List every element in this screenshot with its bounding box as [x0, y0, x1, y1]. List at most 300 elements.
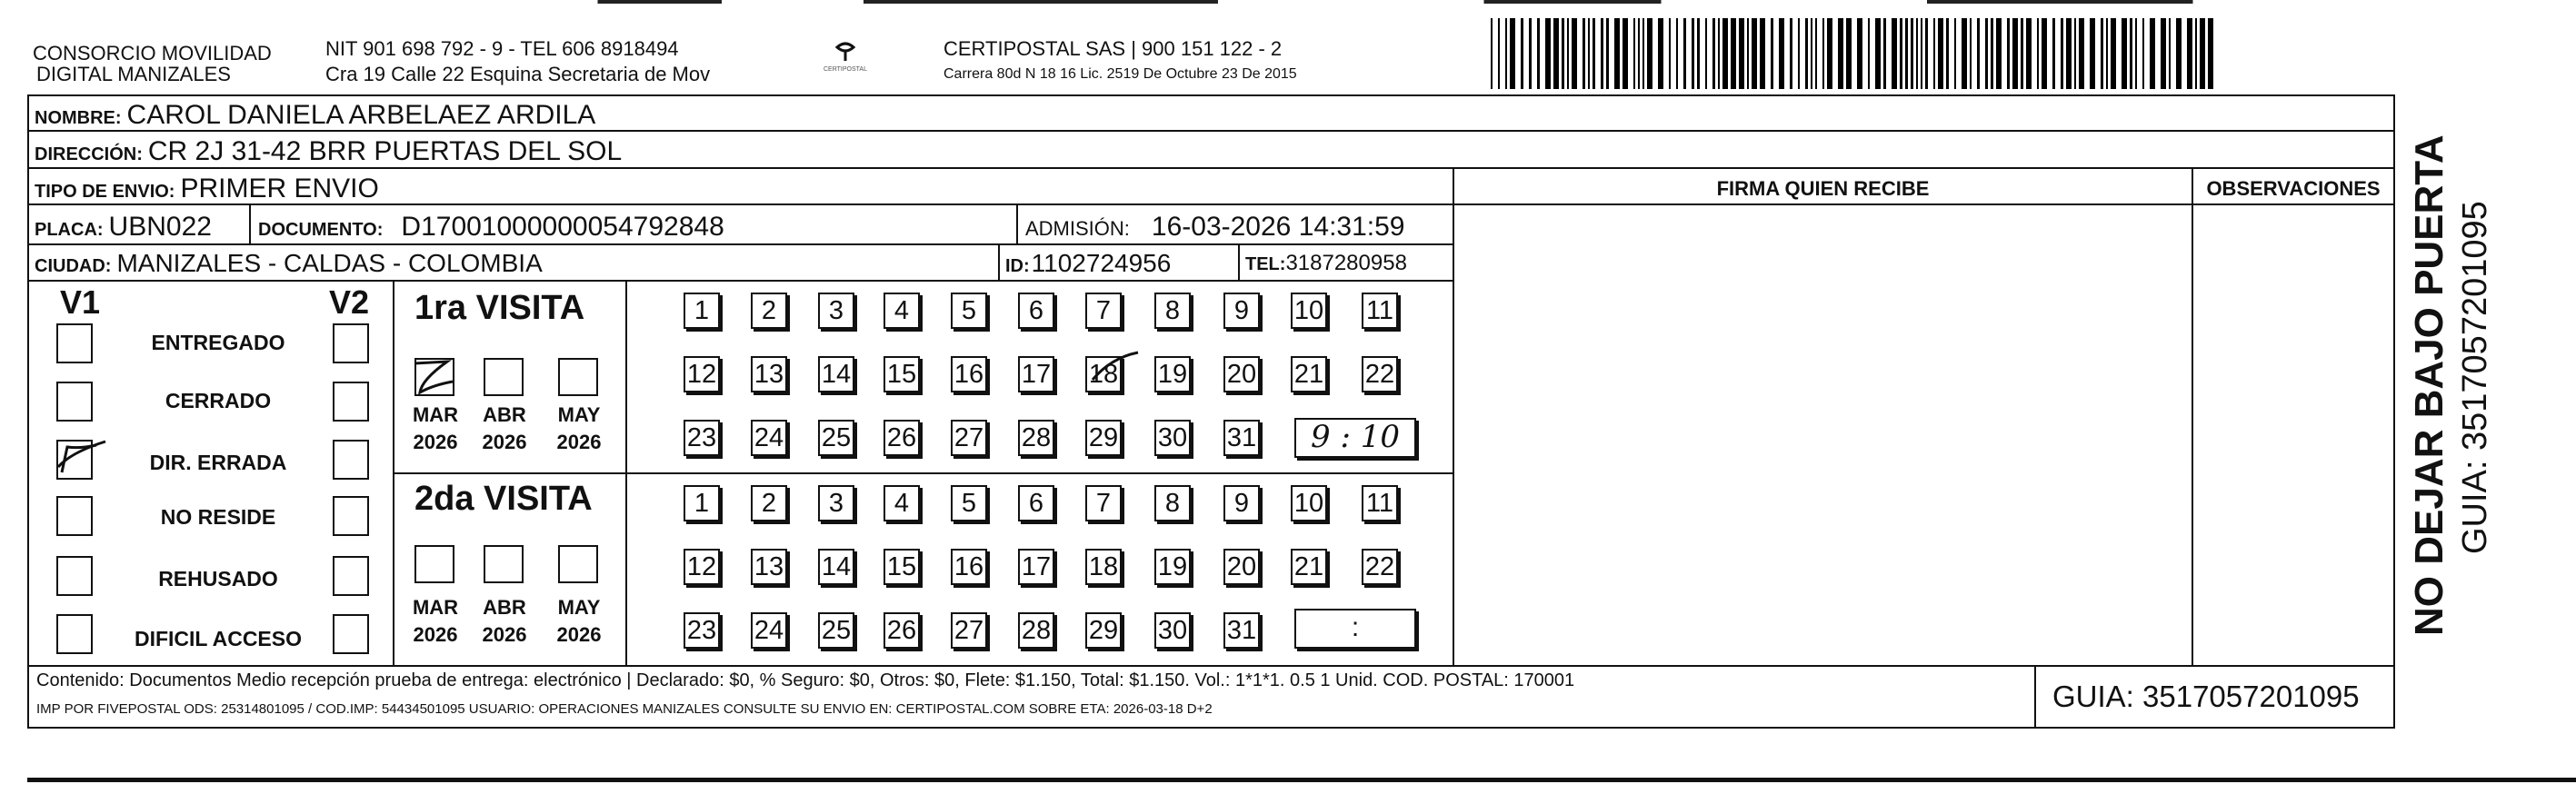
barcode-bar — [1905, 18, 1908, 89]
second-visit-day-19[interactable] — [1154, 549, 1191, 585]
second-visit-day-label: 27 — [954, 615, 984, 645]
second-visit-day-label: 2 — [761, 488, 777, 518]
field-id — [1005, 251, 1171, 276]
barcode-bar — [2074, 18, 2076, 89]
barcode-bar — [1857, 18, 1862, 89]
second-visit-day-label: 14 — [821, 551, 852, 581]
first-visit-day-20[interactable] — [1223, 356, 1260, 392]
company-nit: NIT 901 698 792 - 9 - TEL 606 8918494 — [325, 37, 679, 60]
footer-imp: IMP POR FIVEPOSTAL ODS: 25314801095 / COD.IMP: 54434501095 USUARIO: OPERACIONES MANIZALES CONSULTE SU ENVIO EN: CERTIPOSTAL.COM SOBRE ETA: 2026-03-18 D+2 — [36, 701, 1213, 717]
first-visit-month-mar: MAR — [412, 403, 459, 426]
ciudad-label: CIUDAD: — [35, 256, 112, 276]
first-visit-day-10[interactable] — [1291, 293, 1327, 329]
barcode-bar — [1633, 18, 1635, 89]
first-visit-day-label: 19 — [1157, 359, 1188, 389]
barcode-bar — [1916, 18, 1918, 89]
barcode-bar — [2135, 18, 2137, 89]
nombre-value: CAROL DANIELA ARBELAEZ ARDILA — [126, 100, 596, 130]
second-visit-day-label: 25 — [821, 615, 852, 645]
barcode-bar — [1658, 18, 1663, 89]
first-visit-day-9[interactable] — [1223, 293, 1260, 329]
firma-panel — [1453, 169, 2193, 667]
company-address: Cra 19 Calle 22 Esquina Secretaria de Mov — [325, 63, 711, 85]
second-visit-day-label: 15 — [886, 551, 917, 581]
barcode-bar — [1892, 18, 1897, 89]
first-visit-day-label: 28 — [1021, 422, 1052, 452]
first-visit-day-27[interactable] — [951, 420, 987, 456]
field-ciudad — [35, 251, 543, 276]
barcode-bar — [1938, 18, 1943, 89]
barcode-bar — [1811, 18, 1812, 89]
first-visit-day-11[interactable] — [1362, 293, 1398, 329]
second-visit-day-10[interactable] — [1291, 485, 1327, 521]
barcode-bar — [1606, 18, 1609, 89]
barcode-bar — [2026, 18, 2032, 89]
v1-label: V1 — [60, 283, 101, 321]
second-visit-day-9[interactable] — [1223, 485, 1260, 521]
field-placa — [35, 213, 212, 241]
id-value: 1102724956 — [1031, 249, 1172, 277]
second-visit-day-label: 26 — [886, 615, 917, 645]
barcode-bar — [1705, 18, 1707, 89]
second-visit-day-label: 22 — [1364, 551, 1395, 581]
first-visit-day-label: 8 — [1164, 295, 1181, 325]
first-visit-day-14[interactable] — [818, 356, 854, 392]
company-name-line2: DIGITAL MANIZALES — [36, 63, 231, 85]
v2-checkbox-cerrado[interactable] — [333, 382, 369, 422]
barcode-bar — [1875, 18, 1881, 89]
first-visit-year-mar: 2026 — [413, 431, 458, 453]
barcode-bar — [1505, 18, 1507, 89]
month-block-divider — [625, 282, 627, 667]
first-visit-day-label: 11 — [1365, 295, 1394, 325]
second-visit-day-label: 4 — [894, 488, 910, 518]
observaciones-panel — [2192, 169, 2395, 667]
barcode-bar — [2142, 18, 2144, 89]
first-visit-day-24[interactable] — [751, 420, 787, 456]
barcode-bar — [1601, 18, 1603, 89]
barcode — [1491, 0, 2218, 91]
barcode-bar — [2090, 18, 2095, 89]
second-visit-year-may: 2026 — [556, 623, 602, 646]
barcode-bar — [1921, 18, 1922, 89]
barcode-bar — [1683, 18, 1686, 89]
direccion-value: CR 2J 31-42 BRR PUERTAS DEL SOL — [147, 136, 623, 166]
first-visit-day-label: 24 — [754, 422, 784, 452]
first-visit-day-label: 9 — [1233, 295, 1250, 325]
barcode-bar — [1790, 18, 1792, 89]
v1-checkbox-entregado[interactable] — [56, 323, 93, 363]
barcode-bar — [2195, 18, 2197, 89]
first-visit-mar-box[interactable] — [414, 358, 454, 396]
first-visit-day-15[interactable] — [884, 356, 920, 392]
courier-logo — [809, 40, 882, 85]
second-visit-day-29[interactable] — [1085, 612, 1122, 649]
first-visit-year-abr: 2026 — [482, 431, 527, 453]
barcode-bar — [1529, 18, 1532, 89]
barcode-bar — [2101, 18, 2103, 89]
barcode-bar — [1962, 18, 1967, 89]
second-visit-day-5[interactable] — [951, 485, 987, 521]
barcode-bar — [1760, 18, 1765, 89]
second-visit-year-mar: 2026 — [413, 623, 458, 646]
first-visit-day-18[interactable] — [1085, 356, 1122, 392]
second-visit-day-label: 5 — [961, 488, 977, 518]
first-visit-day-5[interactable] — [951, 293, 987, 329]
second-visit-day-label: 17 — [1021, 551, 1052, 581]
first-visit-month-may: MAY — [557, 403, 601, 426]
footer-contenido: Contenido: Documentos Medio recepción prueba de entrega: electrónico | Declarado: $0, % Seguro: $0, Otros: $0, Flete: $1.150, Total: $1.150. Vol.: 1*1*1. 0.5 1 Unid. COD. POSTAL: 170001 — [36, 670, 1575, 690]
barcode-bar — [1647, 18, 1652, 89]
second-visit-day-label: 13 — [754, 551, 784, 581]
barcode-bar — [1900, 18, 1902, 89]
barcode-bar — [1827, 18, 1832, 89]
barcode-bar — [1970, 18, 1972, 89]
second-visit-day-label: 28 — [1021, 615, 1052, 645]
first-visit-day-label: 13 — [754, 359, 784, 389]
barcode-bar — [1712, 18, 1715, 89]
status-cerrado: CERRADO — [165, 389, 272, 412]
second-visit-day-label: 6 — [1028, 488, 1044, 518]
barcode-bar — [1572, 18, 1577, 89]
barcode-bar — [1739, 18, 1744, 89]
first-visit-day-label: 7 — [1095, 295, 1112, 325]
first-visit-day-28[interactable] — [1018, 420, 1054, 456]
barcode-bar — [2052, 18, 2055, 89]
second-visit-day-label: 11 — [1365, 488, 1394, 518]
barcode-bar — [1545, 18, 1551, 89]
barcode-bar — [1537, 18, 1540, 89]
second-visit-day-label: 20 — [1226, 551, 1257, 581]
barcode-bar — [1883, 18, 1886, 89]
field-documento — [258, 213, 724, 241]
v1-checkbox-no-reside[interactable] — [56, 496, 93, 536]
first-visit-day-26[interactable] — [884, 420, 920, 456]
barcode-bar — [2187, 18, 2192, 89]
second-visit-day-24[interactable] — [751, 612, 787, 649]
barcode-bar — [1779, 18, 1784, 89]
barcode-bar — [1498, 18, 1500, 89]
v2-checkbox-dir-errada[interactable] — [333, 440, 369, 480]
first-visit-day-label: 25 — [821, 422, 852, 452]
first-visit-day-17[interactable] — [1018, 356, 1054, 392]
barcode-bar — [1911, 18, 1913, 89]
barcode-bar — [1798, 18, 1800, 89]
first-visit-day-label: 4 — [894, 295, 910, 325]
second-visit-abr-box[interactable] — [484, 545, 524, 583]
first-visit-day-31[interactable] — [1223, 420, 1260, 456]
admision-value: 16-03-2026 14:31:59 — [1151, 212, 1405, 242]
barcode-bar — [2176, 18, 2182, 89]
status-no-reside: NO RESIDE — [160, 505, 276, 529]
barcode-bar — [2106, 18, 2108, 89]
second-visit-month-may: MAY — [557, 596, 601, 619]
first-visit-may-box[interactable] — [558, 358, 598, 396]
field-nombre — [35, 102, 595, 129]
first-visit-day-label: 1 — [694, 295, 710, 325]
barcode-bar — [2061, 18, 2063, 89]
tel-value: 3187280958 — [1285, 251, 1407, 275]
second-visit-day-label: 23 — [686, 615, 717, 645]
v2-checkbox-no-reside[interactable] — [333, 496, 369, 536]
documento-label: DOCUMENTO: — [258, 220, 384, 240]
first-visit-day-13[interactable] — [751, 356, 787, 392]
barcode-bar — [2012, 18, 2018, 89]
ciudad-value: MANIZALES - CALDAS - COLOMBIA — [116, 249, 543, 277]
first-visit-day-label: 15 — [886, 359, 917, 389]
barcode-bar — [1868, 18, 1870, 89]
barcode-bar — [1638, 18, 1640, 89]
barcode-bar — [2007, 18, 2010, 89]
barcode-bar — [1946, 18, 1949, 89]
first-visit-day-22[interactable] — [1362, 356, 1398, 392]
first-visit-day-label: 3 — [828, 295, 844, 325]
barcode-bar — [1722, 18, 1728, 89]
second-visit-may-box[interactable] — [558, 545, 598, 583]
barcode-bar — [1567, 18, 1569, 89]
first-visit-day-label: 10 — [1293, 295, 1324, 325]
v2-checkbox-rehusado[interactable] — [333, 556, 369, 596]
second-visit-time-value: : — [1351, 612, 1360, 642]
placa-value: UBN022 — [108, 212, 212, 242]
field-tipo — [35, 175, 379, 203]
second-visit-day-label: 12 — [686, 551, 717, 581]
second-visit-year-abr: 2026 — [482, 623, 527, 646]
second-visit-day-15[interactable] — [884, 549, 920, 585]
barcode-bar — [1822, 18, 1824, 89]
barcode-bar — [1838, 18, 1843, 89]
v1-checkbox-dificil-acceso[interactable] — [56, 614, 93, 654]
status-section-divider — [393, 282, 394, 667]
barcode-bar — [2208, 18, 2213, 89]
first-visit-day-1[interactable] — [684, 293, 720, 329]
first-visit-time-box[interactable] — [1294, 418, 1416, 458]
barcode-bar — [2161, 18, 2166, 89]
barcode-bar — [1718, 18, 1720, 89]
second-visit-day-22[interactable] — [1362, 549, 1398, 585]
second-visit-day-label: 29 — [1088, 615, 1119, 645]
status-dificil-acceso: DIFICIL ACCESO — [134, 627, 302, 650]
second-visit-day-23[interactable] — [684, 612, 720, 649]
logo-caption: CERTIPOSTAL — [824, 66, 867, 73]
barcode-bar — [1925, 18, 1928, 89]
first-visit-day-16[interactable] — [951, 356, 987, 392]
second-visit-day-label: 24 — [754, 615, 784, 645]
check-mark-icon — [1089, 349, 1140, 385]
first-visit-day-label: 5 — [961, 295, 977, 325]
barcode-bar — [2042, 18, 2047, 89]
field-admision — [1025, 213, 1404, 241]
barcode-bar — [1752, 18, 1757, 89]
bottom-rule — [27, 778, 2576, 782]
second-visit-month-mar: MAR — [412, 596, 459, 619]
v2-checkbox-dificil-acceso[interactable] — [333, 614, 369, 654]
second-visit-day-7[interactable] — [1085, 485, 1122, 521]
barcode-bar — [1642, 18, 1644, 89]
barcode-bar — [1562, 18, 1564, 89]
cell-divider-ciudad — [998, 245, 1000, 282]
first-visit-day-label: 18 — [1088, 359, 1119, 389]
first-visit-day-label: 14 — [821, 359, 852, 389]
second-visit-day-30[interactable] — [1154, 612, 1191, 649]
first-visit-day-7[interactable] — [1085, 293, 1122, 329]
second-visit-day-label: 19 — [1157, 551, 1188, 581]
status-dir-errada: DIR. ERRADA — [149, 451, 287, 474]
pin-icon — [834, 40, 857, 62]
barcode-bar — [1622, 18, 1628, 89]
field-direccion — [35, 138, 622, 165]
barcode-bar — [2021, 18, 2023, 89]
second-visit-day-2[interactable] — [751, 485, 787, 521]
barcode-bar — [1553, 18, 1559, 89]
first-visit-day-label: 30 — [1157, 422, 1188, 452]
second-visit-day-12[interactable] — [684, 549, 720, 585]
second-visit-day-16[interactable] — [951, 549, 987, 585]
firma-label: FIRMA QUIEN RECIBE — [1716, 177, 1930, 200]
second-visit-day-label: 8 — [1164, 488, 1181, 518]
direccion-label: DIRECCIÓN: — [35, 144, 143, 164]
tel-label: TEL: — [1245, 254, 1286, 274]
first-visit-day-label: 26 — [886, 422, 917, 452]
barcode-bar — [1697, 18, 1700, 89]
documento-value: D17001000000054792848 — [401, 212, 724, 242]
barcode-bar — [1954, 18, 1956, 89]
barcode-bar — [1747, 18, 1749, 89]
barcode-bar — [2111, 18, 2116, 89]
second-visit-day-4[interactable] — [884, 485, 920, 521]
barcode-bar — [1583, 18, 1585, 89]
barcode-bar — [1985, 18, 1988, 89]
first-visit-day-12[interactable] — [684, 356, 720, 392]
v1-checkbox-dir-errada[interactable] — [56, 440, 93, 480]
barcode-bar — [1991, 18, 1993, 89]
second-visit-day-17[interactable] — [1018, 549, 1054, 585]
barcode-bar — [1491, 18, 1493, 89]
first-visit-day-3[interactable] — [818, 293, 854, 329]
first-visit-day-6[interactable] — [1018, 293, 1054, 329]
second-visit-day-27[interactable] — [951, 612, 987, 649]
second-visit-month-abr: ABR — [483, 596, 526, 619]
tipo-value: PRIMER ENVIO — [180, 174, 379, 203]
barcode-bar — [2037, 18, 2039, 89]
observaciones-label: OBSERVACIONES — [2206, 177, 2381, 200]
second-visit-day-1[interactable] — [684, 485, 720, 521]
second-visit-day-13[interactable] — [751, 549, 787, 585]
second-visit-day-18[interactable] — [1085, 549, 1122, 585]
id-label: ID: — [1005, 256, 1030, 276]
v1-checkbox-rehusado[interactable] — [56, 556, 93, 596]
barcode-bar — [1933, 18, 1935, 89]
first-visit-day-label: 27 — [954, 422, 984, 452]
barcode-bar — [1510, 18, 1515, 89]
second-visit-day-label: 9 — [1233, 488, 1250, 518]
first-visit-day-29[interactable] — [1085, 420, 1122, 456]
first-visit-day-label: 31 — [1226, 422, 1257, 452]
second-visit-day-20[interactable] — [1223, 549, 1260, 585]
second-visit-day-14[interactable] — [818, 549, 854, 585]
second-visit-day-21[interactable] — [1291, 549, 1327, 585]
second-visit-day-6[interactable] — [1018, 485, 1054, 521]
barcode-bar — [1771, 18, 1773, 89]
second-visit-day-label: 30 — [1157, 615, 1188, 645]
first-visit-day-30[interactable] — [1154, 420, 1191, 456]
courier-license: Carrera 80d N 18 16 Lic. 2519 De Octubre 23 De 2015 — [944, 66, 1297, 82]
first-visit-month-abr: ABR — [483, 403, 526, 426]
second-visit-day-31[interactable] — [1223, 612, 1260, 649]
status-rehusado: REHUSADO — [158, 567, 278, 591]
second-visit-day-label: 16 — [954, 551, 984, 581]
courier-name: CERTIPOSTAL SAS | 900 151 122 - 2 — [944, 37, 1283, 60]
first-visit-abr-box[interactable] — [484, 358, 524, 396]
v2-checkbox-entregado[interactable] — [333, 323, 369, 363]
v1-checkbox-cerrado[interactable] — [56, 382, 93, 422]
barcode-bar — [1815, 18, 1817, 89]
first-visit-day-19[interactable] — [1154, 356, 1191, 392]
first-visit-day-25[interactable] — [818, 420, 854, 456]
first-visit-day-label: 20 — [1226, 359, 1257, 389]
field-tel — [1245, 253, 1407, 274]
second-visit-day-label: 1 — [694, 488, 710, 518]
first-visit-year-may: 2026 — [556, 431, 602, 453]
side-guia: GUIA: 3517057201095 — [2456, 201, 2494, 554]
second-visit-title: 2da VISITA — [414, 480, 593, 518]
second-visit-time-box[interactable] — [1294, 609, 1416, 649]
first-visit-day-4[interactable] — [884, 293, 920, 329]
second-visit-day-28[interactable] — [1018, 612, 1054, 649]
first-visit-day-label: 2 — [761, 295, 777, 325]
second-visit-day-8[interactable] — [1154, 485, 1191, 521]
second-visit-day-label: 10 — [1293, 488, 1324, 518]
first-visit-day-label: 17 — [1021, 359, 1052, 389]
first-visit-day-2[interactable] — [751, 293, 787, 329]
second-visit-day-label: 21 — [1293, 551, 1324, 581]
second-visit-day-label: 18 — [1088, 551, 1119, 581]
barcode-bar — [1588, 18, 1590, 89]
barcode-bar — [2169, 18, 2171, 89]
first-visit-day-label: 22 — [1364, 359, 1395, 389]
barcode-bar — [1996, 18, 2002, 89]
barcode-bar — [1977, 18, 1980, 89]
second-visit-day-11[interactable] — [1362, 485, 1398, 521]
second-visit-day-25[interactable] — [818, 612, 854, 649]
admision-label: ADMISIÓN: — [1025, 217, 1130, 240]
first-visit-day-label: 23 — [686, 422, 717, 452]
tipo-label: TIPO DE ENVIO: — [35, 182, 175, 202]
second-visit-day-label: 7 — [1095, 488, 1112, 518]
barcode-bar — [1846, 18, 1852, 89]
barcode-bar — [1669, 18, 1671, 89]
first-visit-time-value: 9 : 10 — [1311, 419, 1400, 455]
first-visit-day-23[interactable] — [684, 420, 720, 456]
first-visit-day-label: 16 — [954, 359, 984, 389]
barcode-bar — [1614, 18, 1620, 89]
second-visit-day-26[interactable] — [884, 612, 920, 649]
barcode-bar — [2122, 18, 2127, 89]
second-visit-day-3[interactable] — [818, 485, 854, 521]
first-visit-day-8[interactable] — [1154, 293, 1191, 329]
footer-guia: GUIA: 3517057201095 — [2052, 680, 2360, 713]
second-visit-day-label: 31 — [1226, 615, 1257, 645]
first-visit-day-21[interactable] — [1291, 356, 1327, 392]
side-warning: NO DEJAR BAJO PUERTA — [2407, 134, 2451, 636]
second-visit-mar-box[interactable] — [414, 545, 454, 583]
barcode-bar — [1805, 18, 1808, 89]
first-visit-day-label: 21 — [1293, 359, 1324, 389]
barcode-bar — [1692, 18, 1694, 89]
first-visit-day-label: 12 — [686, 359, 717, 389]
first-visit-day-label: 29 — [1088, 422, 1119, 452]
status-entregado: ENTREGADO — [151, 331, 285, 354]
